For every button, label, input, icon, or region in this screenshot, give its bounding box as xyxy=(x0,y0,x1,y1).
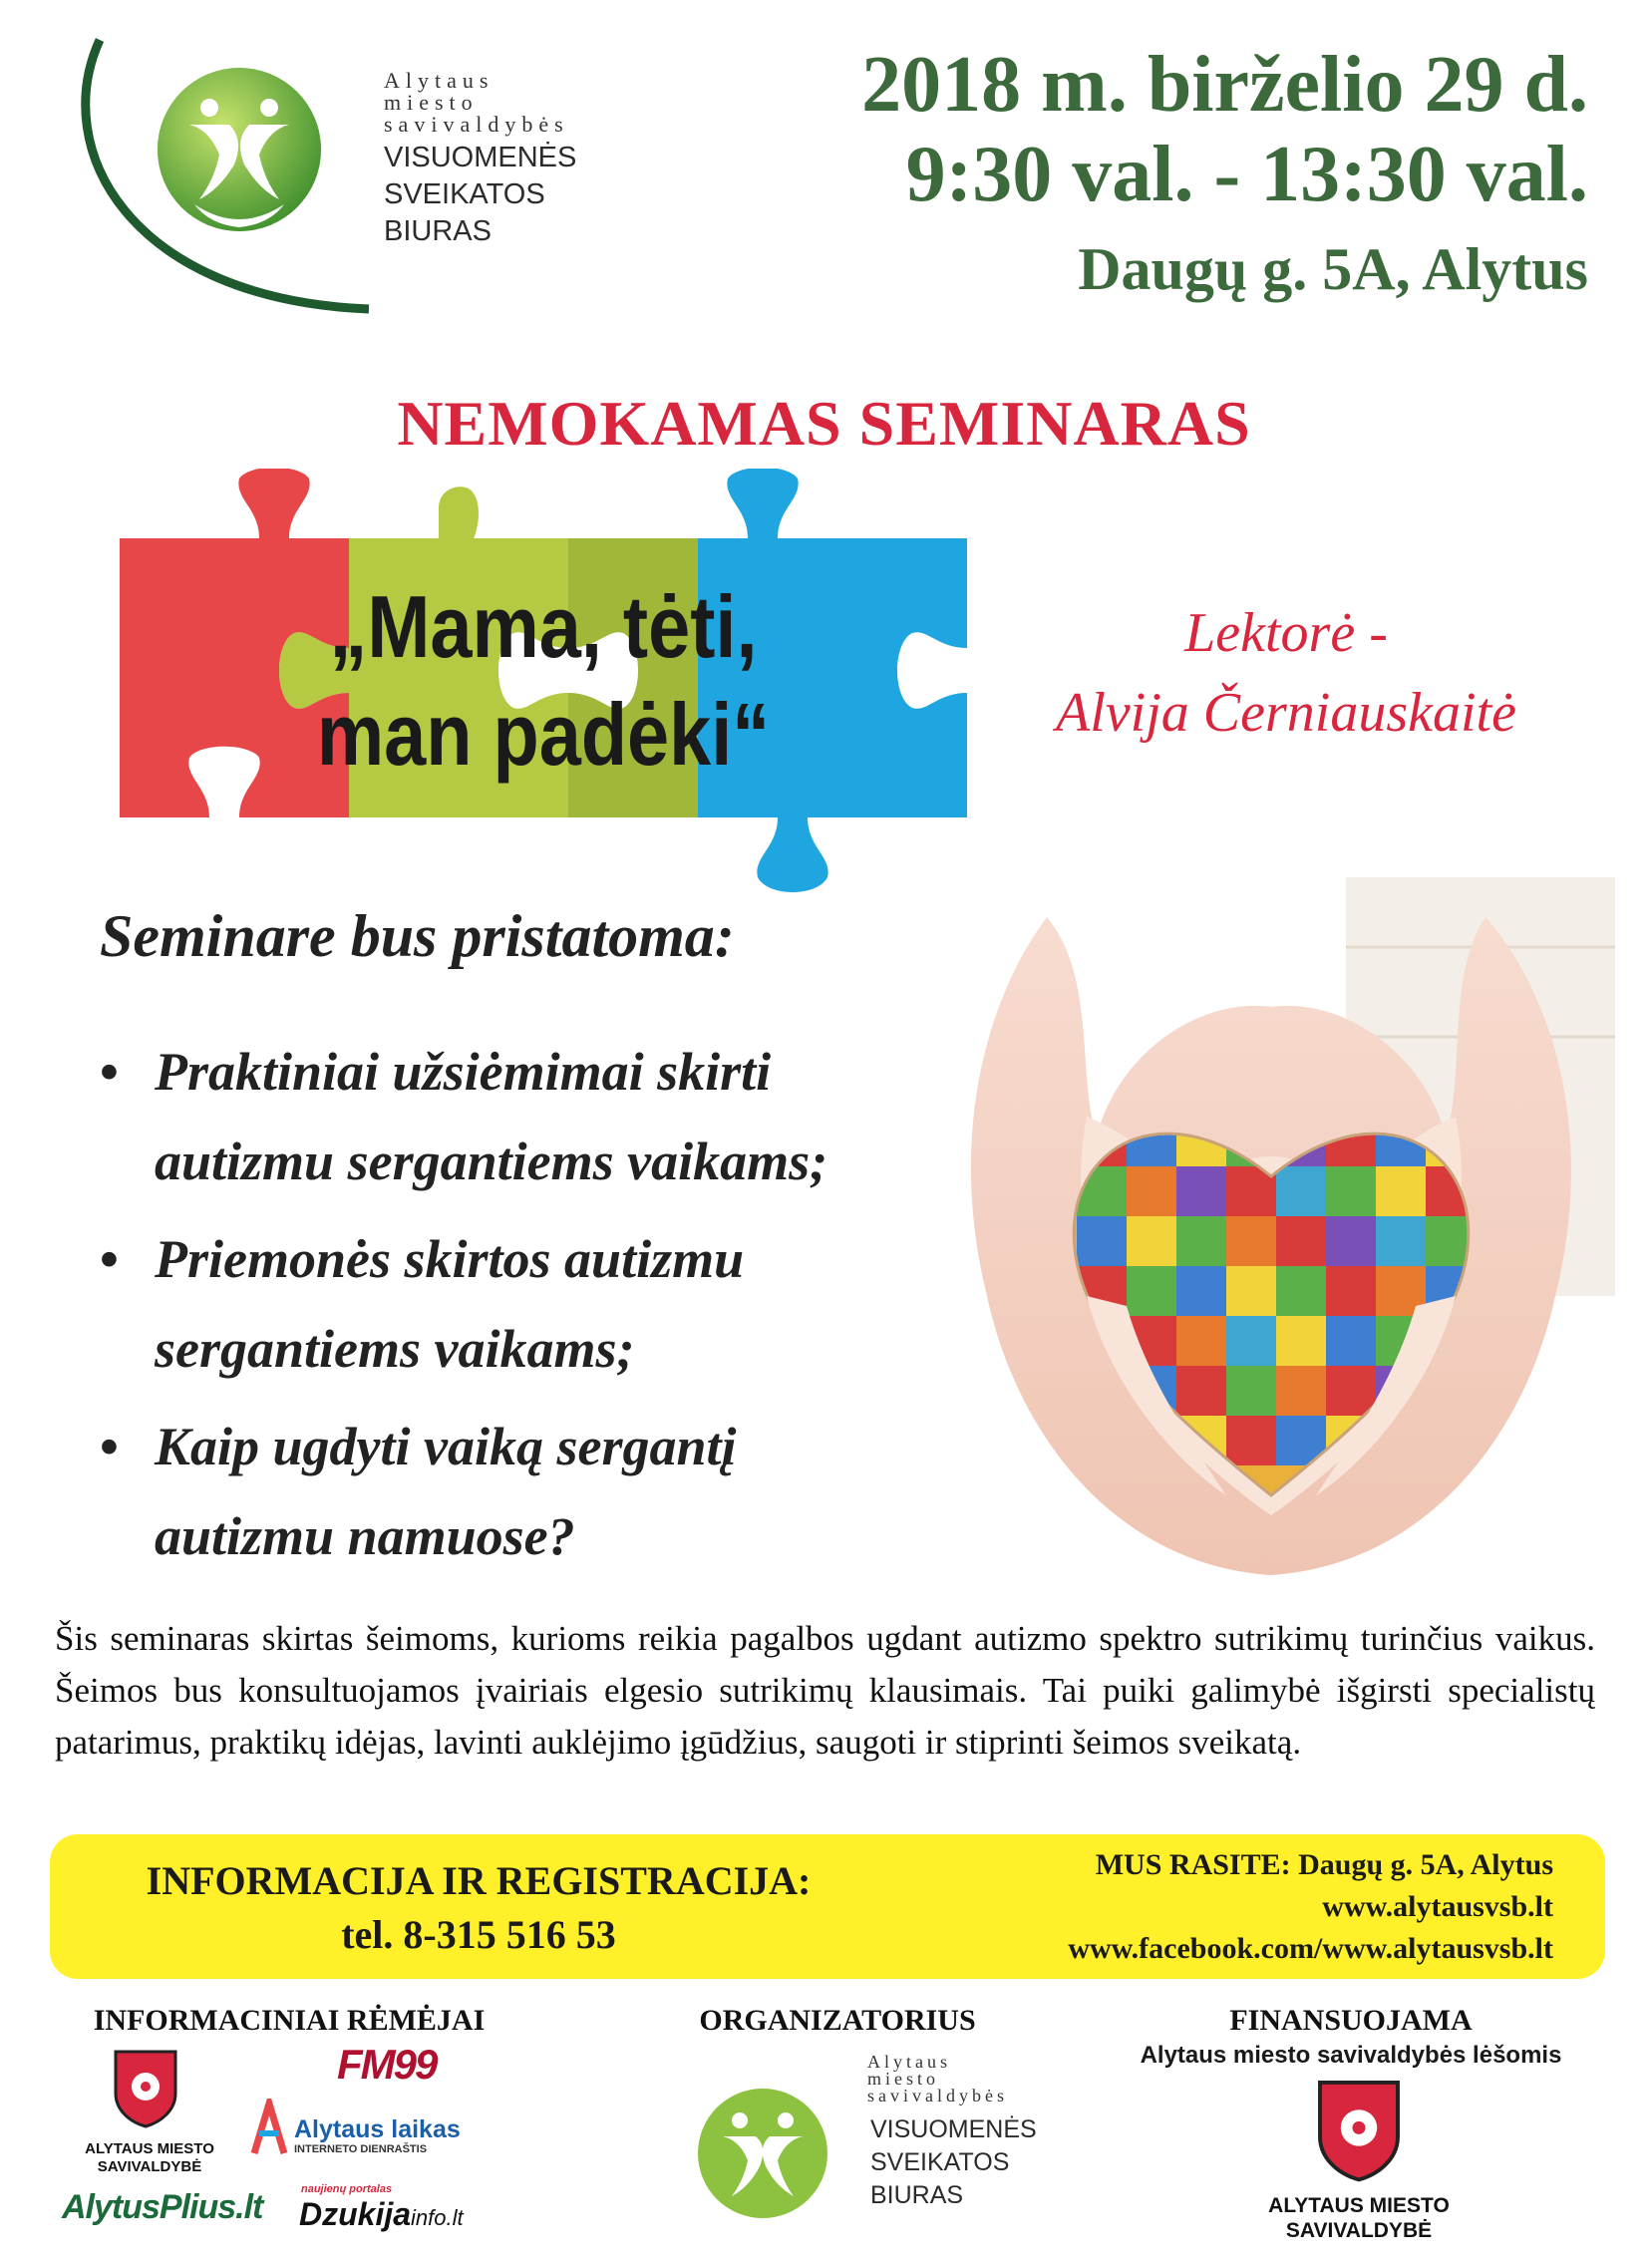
website-link[interactable]: www.alytausvsb.lt xyxy=(1322,1890,1553,1923)
finance-subtitle: Alytaus miesto savivaldybės lėšomis xyxy=(1140,2042,1562,2069)
organizer-name-line: VISUOMENĖS xyxy=(870,2115,1037,2143)
organizer-small-line: savivaldybės xyxy=(867,2086,1008,2106)
event-datetime xyxy=(861,40,1588,309)
list-item-line: Priemonės skirtos autizmu xyxy=(155,1229,745,1289)
event-time: 9:30 val. - 13:30 val. xyxy=(905,131,1588,218)
logo-small-line: miesto xyxy=(384,90,479,115)
logo-big-line: VISUOMENĖS xyxy=(384,142,577,173)
city-name-line: SAVIVALDYBĖ xyxy=(1285,2219,1433,2242)
alytaus-laikas-subtitle: INTERNETO DIENRAŠTIS xyxy=(294,2143,428,2155)
organizer-name xyxy=(870,2113,1037,2212)
registration-label: INFORMACIJA IR REGISTRACIJA: xyxy=(146,1858,812,1903)
hands-holding-heart-image xyxy=(927,877,1615,1595)
city-name xyxy=(70,2140,229,2176)
list-item-line: autizmu sergantiems vaikams; xyxy=(155,1132,828,1191)
organizer-small-text xyxy=(867,2054,1008,2105)
lecturer-name: Alvija Černiauskaitė xyxy=(1056,682,1516,744)
lecturer xyxy=(957,593,1615,753)
event-date: 2018 m. birželio 29 d. xyxy=(861,41,1588,129)
dzukija-suffix: info.lt xyxy=(411,2205,464,2230)
registration-info xyxy=(100,1854,857,1962)
dzukija-logo xyxy=(299,2196,464,2233)
list-item xyxy=(100,1402,917,1581)
alytaus-laikas-logo-icon xyxy=(249,2099,289,2158)
seminar-topic xyxy=(170,573,916,789)
list-item xyxy=(100,1214,917,1394)
registration-phone: tel. 8-315 516 53 xyxy=(341,1912,616,1957)
seminar-topic-line: „Mama, tėti, xyxy=(329,577,758,676)
fm99-logo: FM99 xyxy=(337,2041,437,2088)
info-sponsors-heading: INFORMACINIAI RĖMĖJAI xyxy=(93,2004,486,2037)
city-name-line: ALYTAUS MIESTO xyxy=(85,2140,214,2157)
list-item xyxy=(100,1027,917,1206)
list-item-line: sergantiems vaikams; xyxy=(155,1319,635,1379)
seminar-title: NEMOKAMAS SEMINARAS xyxy=(397,388,1251,459)
list-item-line: Kaip ugdyti vaiką sergantį xyxy=(155,1417,737,1476)
dzukija-tagline: naujienų portalas xyxy=(301,2183,393,2195)
organizer-name-line: BIURAS xyxy=(870,2181,964,2209)
logo-org-name xyxy=(384,140,576,250)
city-crest-icon xyxy=(113,2049,178,2128)
seminar-description: Šis seminaras skirtas šeimoms, kurioms reikia pagalbos ugdant autizmo spektro sutrikimų turinčius vaikus. Šeimos bus konsultuojamos įvairiais elgesio sutrikimų klausimais. Tai puiki galimybė išgirsti specialistų patarimus, praktikų idėjas, lavinti auklėjimo įgūdžius, saugoti ir stiprinti šeimos sveikatą. xyxy=(55,1619,1595,1762)
lecturer-label: Lektorė - xyxy=(1184,602,1388,664)
city-name-right xyxy=(1236,2193,1482,2243)
city-crest-icon xyxy=(1316,2079,1402,2182)
seminar-topic-line: man padėki“ xyxy=(316,685,771,784)
program-heading: Seminare bus pristatoma: xyxy=(100,903,735,969)
logo-small-text xyxy=(384,70,569,136)
logo-big-line: SVEIKATOS xyxy=(384,178,545,210)
alytus-plius-logo: AlytusPlius.lt xyxy=(62,2188,263,2226)
bullet-icon: • xyxy=(100,1417,119,1476)
program-list xyxy=(100,1027,917,1589)
organizer-logo-icon xyxy=(688,2079,837,2228)
bullet-icon: • xyxy=(100,1042,119,1102)
organizer-name-line: SVEIKATOS xyxy=(870,2148,1010,2176)
organizer-small-line: miesto xyxy=(867,2069,939,2089)
dzukija-name: Dzukija xyxy=(299,2196,412,2232)
list-item-line: Praktiniai užsiėmimai skirti xyxy=(155,1042,772,1102)
city-name-line: SAVIVALDYBĖ xyxy=(97,2158,202,2175)
finance-heading: FINANSUOJAMA xyxy=(1229,2004,1473,2037)
find-us-address: MUS RASITE: Daugų g. 5A, Alytus xyxy=(1095,1848,1553,1881)
health-bureau-logo-icon xyxy=(70,30,399,319)
facebook-link[interactable]: www.facebook.com/www.alytausvsb.lt xyxy=(1068,1932,1553,1965)
city-name-line: ALYTAUS MIESTO xyxy=(1268,2194,1450,2217)
alytaus-laikas-title: Alytaus laikas xyxy=(294,2115,461,2143)
contact-info xyxy=(1068,1844,1553,1970)
bullet-icon: • xyxy=(100,1229,119,1289)
event-address: Daugų g. 5A, Alytus xyxy=(1078,236,1588,302)
logo-small-line: savivaldybės xyxy=(384,112,569,137)
organizer-heading: ORGANIZATORIUS xyxy=(699,2004,976,2037)
logo-small-line: Alytaus xyxy=(384,68,494,93)
logo-big-line: BIURAS xyxy=(384,215,492,247)
list-item-line: autizmu namuose? xyxy=(155,1506,575,1566)
organizer-small-line: Alytaus xyxy=(867,2052,951,2072)
